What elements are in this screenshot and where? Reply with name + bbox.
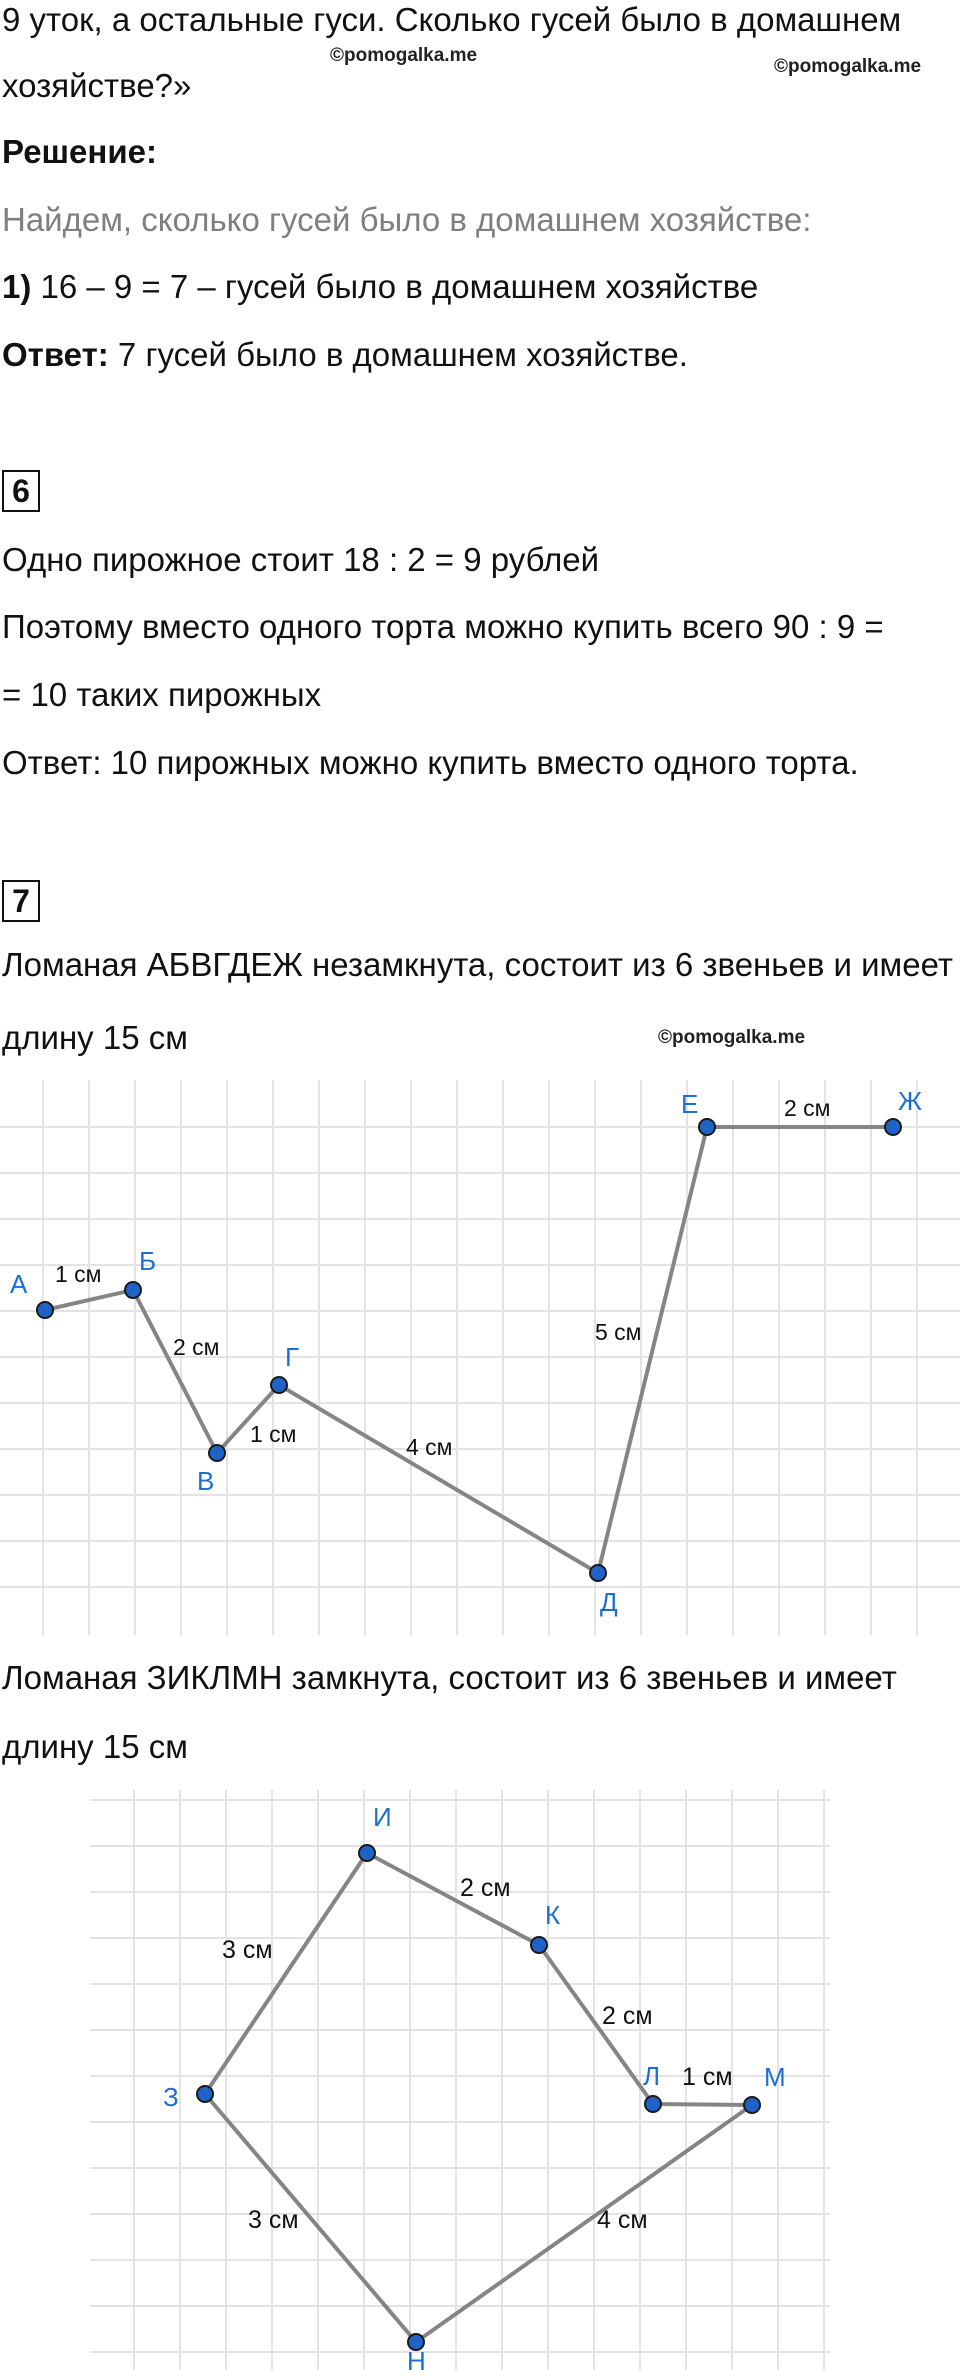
- point-label: Л: [643, 2061, 661, 2091]
- point-k: [531, 1937, 547, 1953]
- watermark: ©pomogalka.me: [774, 56, 922, 77]
- point-label: Д: [600, 1587, 618, 1617]
- point-label: Б: [139, 1246, 157, 1276]
- point-label: Н: [407, 2346, 426, 2370]
- solution-label: Решение:: [2, 133, 157, 170]
- point-d: [590, 1565, 606, 1581]
- point-label: К: [545, 1900, 561, 1930]
- task6-line-4: Ответ: 10 пирожных можно купить вместо одного торта.: [2, 744, 859, 781]
- segment-label: 1 см: [682, 2063, 733, 2091]
- segment-label: 3 см: [248, 2206, 299, 2234]
- point-zh: [885, 1119, 901, 1135]
- point-i: [359, 1845, 375, 1861]
- point-e: [699, 1119, 715, 1135]
- point-v: [209, 1445, 225, 1461]
- task7-line-2: длину 15 см: [2, 1019, 188, 1056]
- task6-line-1: Одно пирожное стоит 18 : 2 = 9 рублей: [2, 541, 600, 578]
- step-text: 16 – 9 = 7 – гусей было в домашнем хозяйстве: [31, 268, 759, 305]
- task7-line-4: длину 15 см: [2, 1728, 188, 1765]
- point-l: [645, 2096, 661, 2112]
- watermark: ©pomogalka.me: [658, 1027, 806, 1048]
- open-polyline-figure: [0, 1070, 960, 1640]
- answer-line: [2, 335, 688, 375]
- task7-line-3: Ломаная ЗИКЛМН замкнута, состоит из 6 звеньев и имеет: [2, 1659, 897, 1696]
- segment-label: 5 см: [595, 1319, 642, 1345]
- point-label: Е: [681, 1089, 699, 1119]
- segment-label: 2 см: [460, 1874, 511, 1902]
- point-m: [744, 2097, 760, 2113]
- watermark: ©pomogalka.me: [330, 45, 478, 66]
- task-number-7: 7: [2, 880, 40, 922]
- segment-label: 2 см: [784, 1095, 831, 1121]
- point-label: В: [197, 1466, 215, 1496]
- segment-label: 2 см: [173, 1334, 220, 1360]
- segment-label: 1 см: [55, 1261, 102, 1287]
- step-number: 1): [2, 268, 32, 305]
- closed-polyline-figure: [0, 1780, 960, 2370]
- task7-line-1: Ломаная АБВГДЕЖ незамкнута, состоит из 6 звеньев и имеет: [2, 946, 953, 983]
- segment-label: 2 см: [602, 2002, 653, 2030]
- point-label: З: [163, 2082, 179, 2112]
- point-label: Г: [285, 1342, 300, 1372]
- point-label: А: [10, 1269, 28, 1299]
- point-label: И: [373, 1802, 392, 1832]
- segment-label: 3 см: [222, 1936, 273, 1964]
- segment-label: 1 см: [250, 1421, 297, 1447]
- task-number-6: 6: [2, 470, 40, 512]
- grid: [0, 1080, 960, 1635]
- answer-text: 7 гусей было в домашнем хозяйстве.: [108, 336, 688, 373]
- polygon-path: [205, 1853, 752, 2342]
- point-g: [271, 1377, 287, 1393]
- task6-line-3: = 10 таких пирожных: [2, 676, 322, 713]
- point-label: М: [764, 2062, 786, 2092]
- segment-label: 4 см: [406, 1434, 453, 1460]
- segment-label: 4 см: [597, 2206, 648, 2234]
- answer-label: Ответ:: [2, 336, 109, 373]
- solution-step-1: [2, 267, 758, 307]
- point-z: [197, 2086, 213, 2102]
- point-a: [37, 1302, 53, 1318]
- point-b: [125, 1282, 141, 1298]
- solution-hint: Найдем, сколько гусей было в домашнем хозяйстве:: [2, 201, 812, 238]
- point-label: Ж: [898, 1086, 923, 1116]
- problem-text-line-1: 9 уток, а остальные гуси. Сколько гусей было в домашнем: [2, 1, 902, 38]
- task6-line-2: Поэтому вместо одного торта можно купить всего 90 : 9 =: [2, 608, 884, 645]
- problem-text-line-2: хозяйстве?»: [2, 67, 192, 104]
